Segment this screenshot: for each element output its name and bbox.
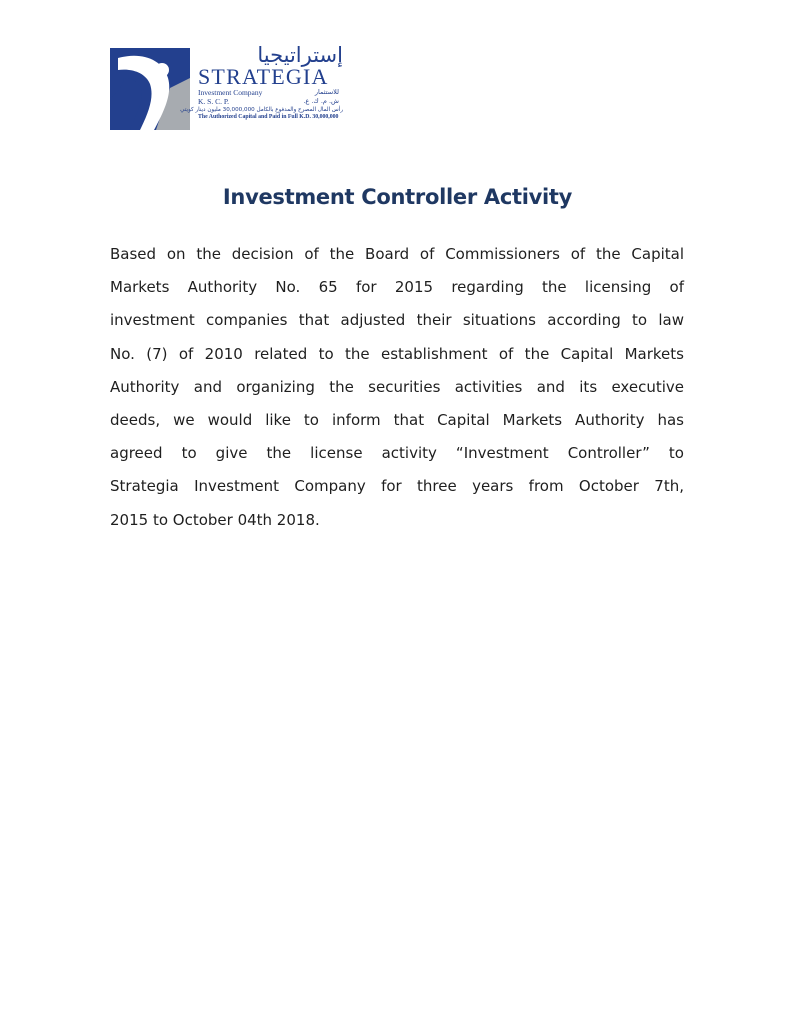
body-line-last: 2015 to October 04th 2018. — [110, 510, 320, 529]
logo-text-block — [180, 43, 343, 121]
logo-capital-ar: رأس المال المصرح والمدفوع بالكامل 30,000,000 مليون دينار كويتي — [180, 107, 343, 113]
body-line: agreed to give the license activity “Investment Controller” to — [110, 444, 684, 463]
logo-legal-ar: ش. م. ك. ع. — [303, 97, 339, 105]
logo-company-en: Investment Company — [198, 88, 263, 97]
body-line: Authority and organizing the securities activities and its executive — [110, 377, 684, 396]
logo-company-ar: للاستثمار — [314, 88, 339, 96]
strategia-figure-logo-icon — [110, 48, 190, 130]
logo-capital-en: The Authorized Capital and Paid in Full K.D. 30,000,000 — [198, 114, 339, 120]
body-line: investment companies that adjusted their situations according to law — [110, 311, 684, 330]
body-line: deeds, we would like to inform that Capital Markets Authority has — [110, 410, 684, 429]
body-line: Strategia Investment Company for three years from October 7th, — [110, 477, 684, 496]
body-line: Based on the decision of the Board of Commissioners of the Capital — [110, 245, 684, 263]
logo-arabic-name: إستراتيجيا — [257, 43, 343, 67]
logo-legal-row — [198, 97, 343, 106]
logo-legal-en: K. S. C. P. — [198, 97, 230, 106]
document-title: Investment Controller Activity — [222, 185, 573, 209]
document-body — [110, 238, 684, 537]
logo-english-name: STRATEGIA — [198, 64, 329, 89]
body-line: Markets Authority No. 65 for 2015 regarding the licensing of — [110, 278, 684, 297]
company-logo — [110, 43, 343, 134]
body-line: No. (7) of 2010 related to the establishment of the Capital Markets — [110, 344, 684, 363]
logo-company-row — [198, 88, 343, 97]
